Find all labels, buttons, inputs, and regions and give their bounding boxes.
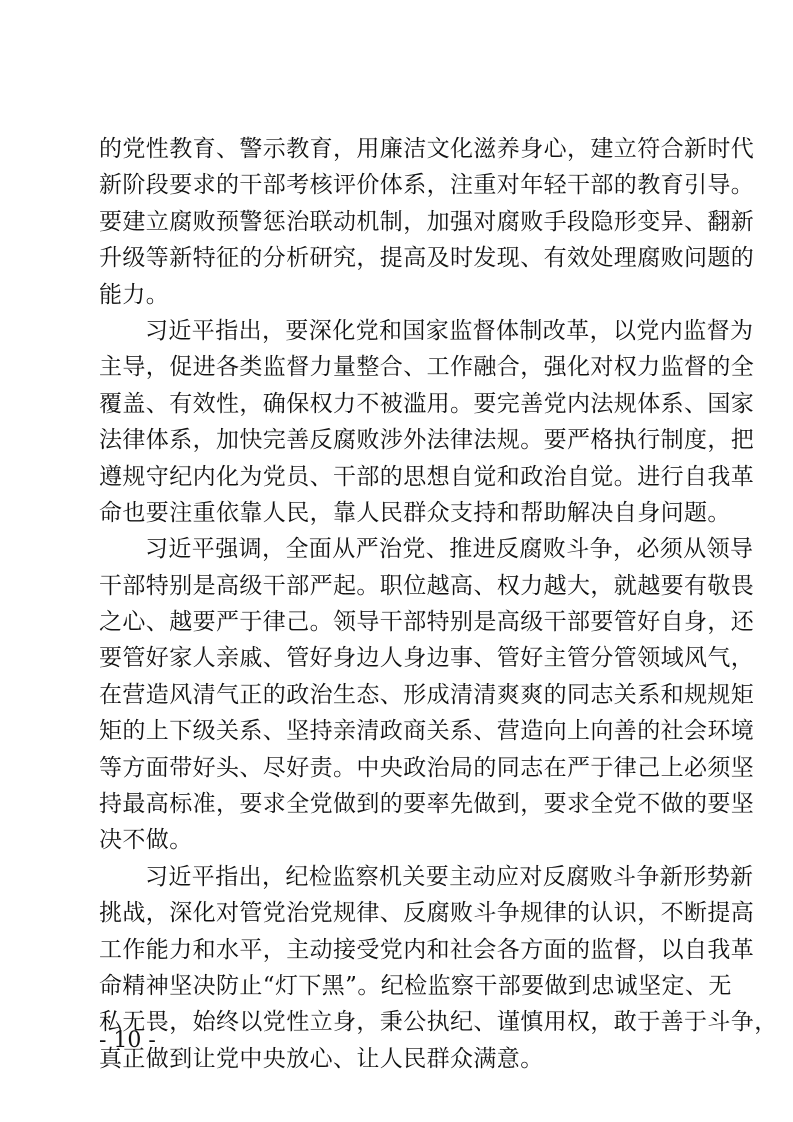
text-line: 要管好家人亲戚、管好身边人身边事、管好主管分管领域风气， bbox=[99, 645, 755, 672]
text-line: 等方面带好头、尽好责。中央政治局的同志在严于律己上必须坚 bbox=[99, 754, 755, 781]
text-line: 矩的上下级关系、坚持亲清政商关系、营造向上向善的社会环境 bbox=[99, 718, 755, 745]
text-line: 的党性教育、警示教育，用廉洁文化滋养身心，建立符合新时代 bbox=[99, 136, 755, 162]
text-line: 干部特别是高级干部严起。职位越高、权力越大，就越要有敬畏 bbox=[99, 572, 755, 599]
page-number: - 10 - bbox=[99, 1028, 156, 1053]
text-line: 私无畏，始终以党性立身，秉公执纪、谨慎用权，敢于善于斗争， bbox=[99, 1009, 778, 1036]
text-line: 要建立腐败预警惩治联动机制，加强对腐败手段隐形变异、翻新 bbox=[99, 208, 755, 235]
paragraph-first-line: 习近平指出，要深化党和国家监督体制改革，以党内监督为 bbox=[145, 317, 754, 344]
text-line: 能力。 bbox=[99, 281, 170, 308]
text-line: 持最高标准，要求全党做到的要率先做到，要求全党不做的要坚 bbox=[99, 791, 755, 818]
document-body bbox=[99, 131, 778, 1077]
text-line: 主导，促进各类监督力量整合、工作融合，强化对权力监督的全 bbox=[99, 354, 755, 381]
text-line: 命精神坚决防止“灯下黑”。纪检监察干部要做到忠诚坚定、无 bbox=[99, 972, 732, 999]
text-line: 在营造风清气正的政治生态、形成清清爽爽的同志关系和规规矩 bbox=[99, 681, 755, 708]
paragraph-first-line: 习近平强调，全面从严治党、推进反腐败斗争，必须从领导 bbox=[145, 536, 754, 563]
text-line: 之心、越要严于律己。领导干部特别是高级干部要管好自身，还 bbox=[99, 609, 755, 636]
text-line: 真正做到让党中央放心、让人民群众满意。 bbox=[99, 1045, 544, 1072]
text-line: 命也要注重依靠人民，靠人民群众支持和帮助解决自身问题。 bbox=[99, 499, 731, 526]
text-line: 新阶段要求的干部考核评价体系，注重对年轻干部的教育引导。 bbox=[99, 172, 755, 199]
paragraph-first-line: 习近平指出，纪检监察机关要主动应对反腐败斗争新形势新 bbox=[145, 863, 754, 890]
text-line: 决不做。 bbox=[99, 827, 193, 854]
text-line: 升级等新特征的分析研究，提高及时发现、有效处理腐败问题的 bbox=[99, 245, 755, 272]
text-line: 法律体系，加快完善反腐败涉外法律法规。要严格执行制度，把 bbox=[99, 427, 755, 454]
text-line: 遵规守纪内化为党员、干部的思想自觉和政治自觉。进行自我革 bbox=[99, 463, 755, 490]
text-line: 工作能力和水平，主动接受党内和社会各方面的监督，以自我革 bbox=[99, 936, 755, 963]
text-line: 覆盖、有效性，确保权力不被滥用。要完善党内法规体系、国家 bbox=[99, 390, 755, 417]
text-line: 挑战，深化对管党治党规律、反腐败斗争规律的认识，不断提高 bbox=[99, 900, 755, 927]
